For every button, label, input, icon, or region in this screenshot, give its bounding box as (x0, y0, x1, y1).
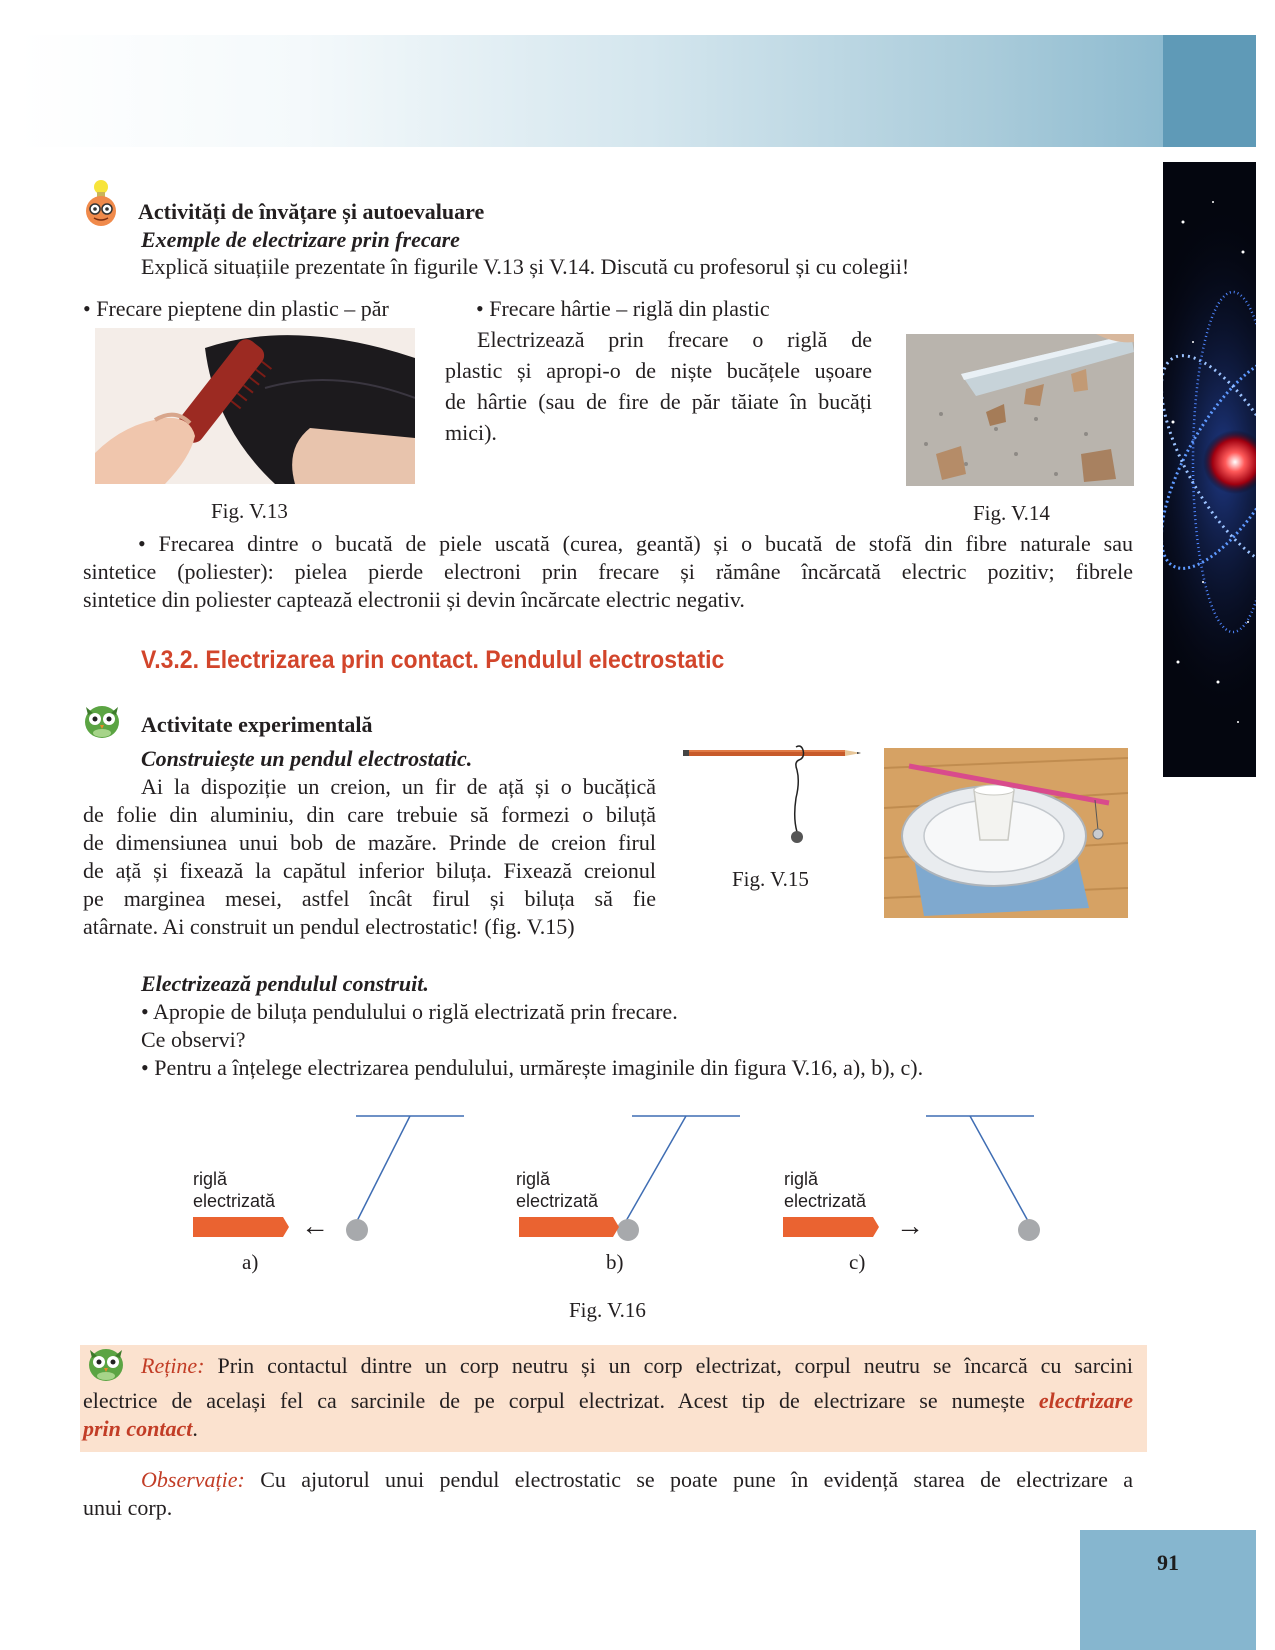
comb-hair-photo (95, 328, 415, 484)
observatie-text-1: Cu ajutorul unui pendul electrostatic se poate pune în evidență starea de electrizare a (260, 1467, 1133, 1492)
retine-term-1: electrizare (1038, 1388, 1134, 1413)
fig-v16-b-letter: b) (606, 1250, 624, 1274)
comb-bullet: • Frecare pieptene din plastic – păr (83, 296, 389, 321)
lightbulb-head-icon (80, 176, 122, 228)
paper-line-1: Electrizează prin frecare o riglă de (477, 327, 872, 352)
electrize-line-2: Ce observi? (141, 1027, 246, 1052)
fig-v16-a-letter: a) (242, 1250, 259, 1274)
paper-line-4: mici). (445, 420, 497, 445)
page-number: 91 (1157, 1550, 1179, 1575)
side-space-image (1163, 162, 1256, 777)
leather-line-2: sintetice (poliester): pielea pierde electroni prin frecare și rămâne încărcată electric pozitiv; fibrele (83, 559, 1133, 584)
fig-v16-panel-a (190, 1108, 470, 1274)
activity-heading: Activități de învățare și autoevaluare (138, 199, 485, 224)
activity-subheading: Exemple de electrizare prin frecare (141, 227, 460, 252)
experiment-subheading: Construiește un pendul electrostatic. (141, 746, 473, 771)
experiment-heading: Activitate experimentală (141, 712, 373, 737)
retine-line-1 (141, 1352, 1133, 1380)
electrize-line-1: • Apropie de biluța pendulului o riglă electrizată prin frecare. (141, 999, 678, 1024)
retine-term-2: prin contact (83, 1416, 193, 1441)
leather-line-1: • Frecarea dintre o bucată de piele uscată (curea, geantă) și o bucată de stofă din fibre naturale sau (138, 531, 1133, 556)
fig-v13-caption: Fig. V.13 (211, 499, 288, 523)
header-corner-block (1163, 35, 1256, 147)
electrize-line-3: • Pentru a înțelege electrizarea pendulului, urmărește imaginile din figura V.16, a), b), c). (141, 1055, 924, 1080)
activity-intro: Explică situațiile prezentate în figurile V.13 și V.14. Discută cu profesorul și cu colegii! (141, 254, 910, 279)
fig-v16-a-label-1: riglă (193, 1169, 228, 1189)
retine-text-2: electrice de același fel ca sarcinile de pe corpul electrizat. Acest tip de electrizare se numește (83, 1388, 1025, 1413)
paper-line-3: de hârtie (sau de fire de păr tăiate în bucăți (445, 389, 872, 414)
experiment-line-1: Ai la dispoziție un creion, un fir de ață și o bucățică (141, 774, 656, 799)
electrize-heading: Electrizează pendulul construit. (141, 971, 429, 996)
paper-bullet: • Frecare hârtie – riglă din plastic (476, 296, 770, 321)
retine-label: Reține: (141, 1353, 205, 1378)
retine-end: . (192, 1416, 198, 1441)
experiment-line-4: de ață și fixează la capătul inferior biluța. Fixează creionul (83, 858, 656, 883)
observatie-label: Observație: (141, 1467, 245, 1492)
page-number-block (1080, 1530, 1256, 1650)
fig-v14-caption: Fig. V.14 (973, 501, 1050, 525)
experiment-line-5: pe marginea mesei, astfel încât firul și biluța să fie (83, 886, 656, 911)
owl-icon (84, 1340, 128, 1384)
atom-orbit-graphic (1163, 162, 1256, 777)
fig-v16-b-label-2: electrizată (516, 1191, 599, 1211)
fig-v16-c-arrow: → (896, 1211, 924, 1242)
fig-v16-a-arrow: ← (301, 1211, 329, 1242)
fig-v16-panel-c (780, 1108, 1060, 1274)
pendulum-cup-photo (884, 748, 1128, 918)
fig-v15-caption: Fig. V.15 (732, 867, 809, 891)
retine-line-3 (83, 1415, 198, 1443)
pencil-pendulum-drawing (683, 742, 868, 852)
observatie-line-1 (141, 1466, 1133, 1494)
experiment-line-2: de folie din aluminiu, din care trebuie să formezi o biluță (83, 802, 656, 827)
fig-v16-b-label-1: riglă (516, 1169, 551, 1189)
experiment-line-3: de dimensiunea unui bob de mazăre. Prinde de creion firul (83, 830, 656, 855)
leather-line-3: sintetice din poliester captează electronii și devin încărcate electric negativ. (83, 587, 745, 612)
fig-v16-c-letter: c) (849, 1250, 866, 1274)
ruler-paper-photo (906, 334, 1134, 486)
fig-v16-caption: Fig. V.16 (569, 1298, 646, 1322)
paper-line-2: plastic și apropi-o de niște bucățele ușoare (445, 358, 872, 383)
owl-icon (80, 697, 124, 741)
section-title: V.3.2. Electrizarea prin contact. Pendulul electrostatic (141, 646, 725, 674)
fig-v16-a-label-2: electrizată (193, 1191, 276, 1211)
fig-v16-panel-b (516, 1108, 796, 1274)
retine-text-1: Prin contactul dintre un corp neutru și un corp electrizat, corpul neutru se încarcă cu sarcini (217, 1353, 1134, 1378)
fig-v16-c-label-2: electrizată (784, 1191, 867, 1211)
observatie-line-2: unui corp. (83, 1495, 173, 1520)
experiment-line-6: atârnate. Ai construit un pendul electrostatic! (fig. V.15) (83, 914, 575, 939)
retine-line-2 (83, 1387, 1133, 1415)
header-band (18, 35, 1163, 147)
fig-v16-c-label-1: riglă (784, 1169, 819, 1189)
